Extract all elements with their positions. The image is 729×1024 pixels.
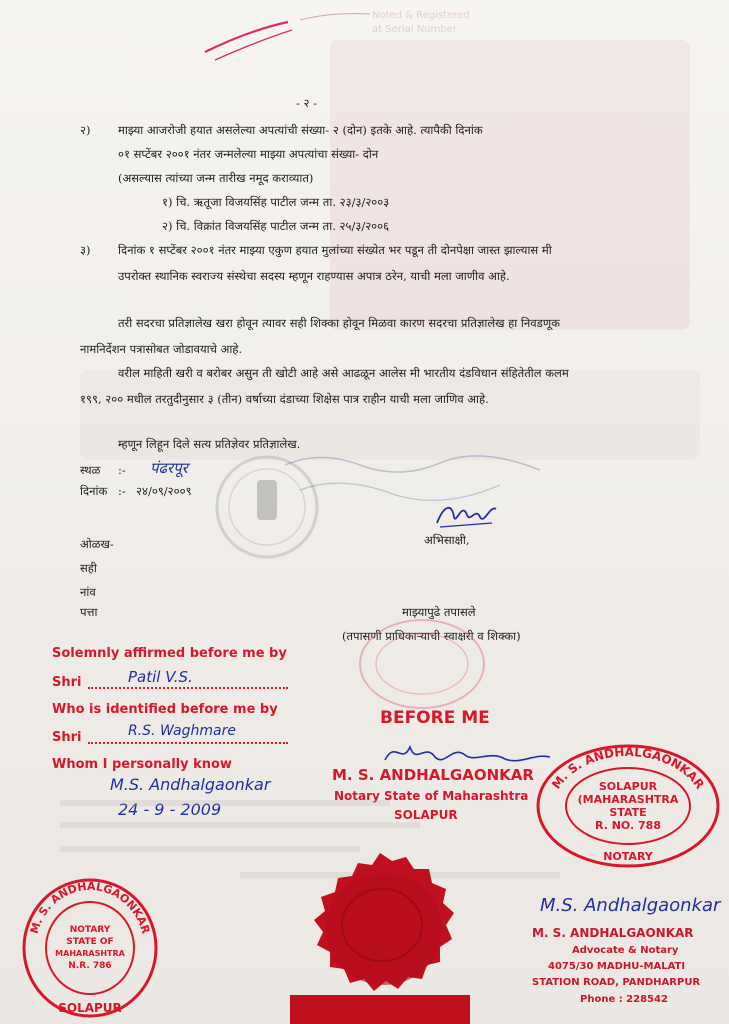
- pink-mark-1: [205, 22, 288, 52]
- seal-left-l2: STATE OF: [66, 937, 114, 947]
- clause-2-line3: (असल्यास त्यांच्या जन्म तारीख नमूद कराव्यात): [118, 171, 314, 185]
- deponent-label: अभिसाक्षी,: [424, 533, 470, 547]
- notary-round-seal-left: [14, 870, 164, 1024]
- solemn-line1: Solemnly affirmed before me by: [52, 646, 287, 661]
- notary-address-role: Advocate & Notary: [572, 945, 679, 956]
- seal-left-arc-text: M. S. ANDHALGAONKAR: [27, 879, 153, 936]
- deponent-signature-icon: [432, 495, 502, 535]
- pink-mark-2: [215, 30, 292, 60]
- clause-2-line2: ०१ सप्टेंबर २००१ नंतर जन्मलेल्या माझ्या अपत्यांचा संख्या- दोन: [118, 147, 379, 161]
- solemn-hand-name-2: R.S. Waghmare: [128, 723, 236, 739]
- faint-handwriting: [280, 445, 580, 515]
- solemn-line5: Whom I personally know: [52, 757, 232, 772]
- top-note-line1: Noted & Registered: [372, 10, 470, 21]
- before-me-line2: Notary State of Maharashtra: [334, 789, 529, 803]
- seal-right-l3: STATE: [609, 806, 647, 819]
- clause-2-line1: माझ्या आजरोजी हयात असलेल्या अपत्यांची संख्या- २ (दोन) इतके आहे. त्यापैकी दिनांक: [118, 123, 483, 137]
- notary-address-name: M. S. ANDHALGAONKAR: [532, 926, 694, 940]
- seal-right-bottom: NOTARY: [603, 850, 653, 863]
- seal-left-l4: N.R. 786: [68, 961, 112, 971]
- page-number: - २ -: [296, 96, 318, 110]
- solemn-hand-date: 24 - 9 - 2009: [118, 800, 222, 819]
- child-2: २) चि. विक्रांत विजयसिंह पाटील जन्म ता. २५/३/२००६: [162, 219, 390, 233]
- notary-address-street: STATION ROAD, PANDHARPUR: [532, 977, 701, 988]
- date-label: दिनांक: [80, 484, 108, 498]
- solemn-dotted-line-1: [88, 687, 288, 689]
- clause-3-text: दिनांक १ सप्टेंबर २००१ नंतर माझ्या एकुण हयात मुलांच्या संख्येत भर पडून ती दोनपेक्षा जास्त झाल्यास मी उपरोक्त स्थानिक स्वराज्य संस्थेचा सदस्य म्हणून राहण्यास अपात्र ठरेन, याची मला जाणीव आहे.: [118, 243, 552, 283]
- name-label: नांव: [80, 585, 96, 599]
- notary-address-sign: M.S. Andhalgaonkar: [540, 895, 721, 916]
- seal-right-arc-text: M. S. ANDHALGAONKAR: [549, 744, 707, 792]
- solemn-shri-2: Shri: [52, 730, 82, 745]
- before-me-name: M. S. ANDHALGAONKAR: [332, 766, 534, 784]
- seal-left-l3: MAHARASHTRA: [55, 949, 125, 958]
- clause-2-number: २): [80, 123, 91, 137]
- paragraph-4: तरी सदरचा प्रतिज्ञालेख खरा होवून त्यावर सही शिक्का होवून मिळवा कारण सदरचा प्रतिज्ञालेख हा निवडणूक नामनिर्देशन पत्रासोबत जोडावयाचे आहे.: [80, 316, 560, 356]
- seal-left-bottom: SOLAPUR: [58, 1001, 122, 1015]
- faint-round-stamp-center: [352, 612, 492, 712]
- place-sep: :-: [118, 463, 126, 477]
- verified-line1: माझ्यापुढे तपासले: [402, 605, 476, 619]
- verified-line2: (तपासणी प्राधिकाऱ्याची स्वाक्षरी व शिक्का): [342, 629, 521, 643]
- before-me-line3: SOLAPUR: [394, 808, 458, 822]
- seal-right-l2: (MAHARASHTRA: [577, 793, 679, 806]
- date-value: २४/०९/२००९: [136, 484, 192, 498]
- solemn-hand-sign: M.S. Andhalgaonkar: [110, 775, 271, 794]
- place-label: स्थळ: [80, 463, 101, 477]
- wax-seal-icon: [290, 845, 470, 1024]
- solemn-hand-name-1: Patil V.S.: [128, 668, 193, 686]
- place-handwritten: पंढरपूर: [150, 459, 188, 477]
- paragraph-5: वरील माहिती खरी व बरोबर असुन ती खोटी आहे असे आढळून आलेस मी भारतीय दंडविधान संहितेतील कलम १९९, २०० मधील तरतुदीनुसार ३ (तीन) वर्षाच्या दंडाच्या शिक्षेस पात्र राहीन याची मला जाणिव आहे.: [80, 366, 569, 406]
- seal-right-l1: SOLAPUR: [598, 780, 658, 793]
- identification-label: ओळख-: [80, 537, 114, 551]
- solemn-dotted-line-2: [88, 742, 288, 744]
- top-scribbles: [0, 0, 729, 90]
- seal-left-l1: NOTARY: [69, 925, 111, 935]
- child-1: १) चि. ऋतूजा विजयसिंह पाटील जन्म ता. २३/३/२००३: [162, 195, 390, 209]
- clause-3-number: ३): [80, 243, 91, 257]
- solemn-shri-1: Shri: [52, 675, 82, 690]
- address-label: पत्ता: [80, 605, 98, 619]
- before-me-title: BEFORE ME: [380, 708, 490, 728]
- notary-address-phone: Phone : 228542: [580, 994, 668, 1005]
- seal-right-l4: R. NO. 788: [595, 819, 661, 832]
- paragraph-6: म्हणून लिहून दिले सत्य प्रतिज्ञेवर प्रतिज्ञालेख.: [118, 437, 301, 451]
- date-sep: :-: [118, 484, 126, 498]
- faint-mark: [300, 14, 370, 20]
- notary-address-line: 4075/30 MADHU-MALATI: [548, 961, 686, 972]
- top-note-line2: at Serial Number: [372, 24, 457, 35]
- solemn-line3: Who is identified before me by: [52, 702, 278, 717]
- sign-label: सही: [80, 561, 97, 575]
